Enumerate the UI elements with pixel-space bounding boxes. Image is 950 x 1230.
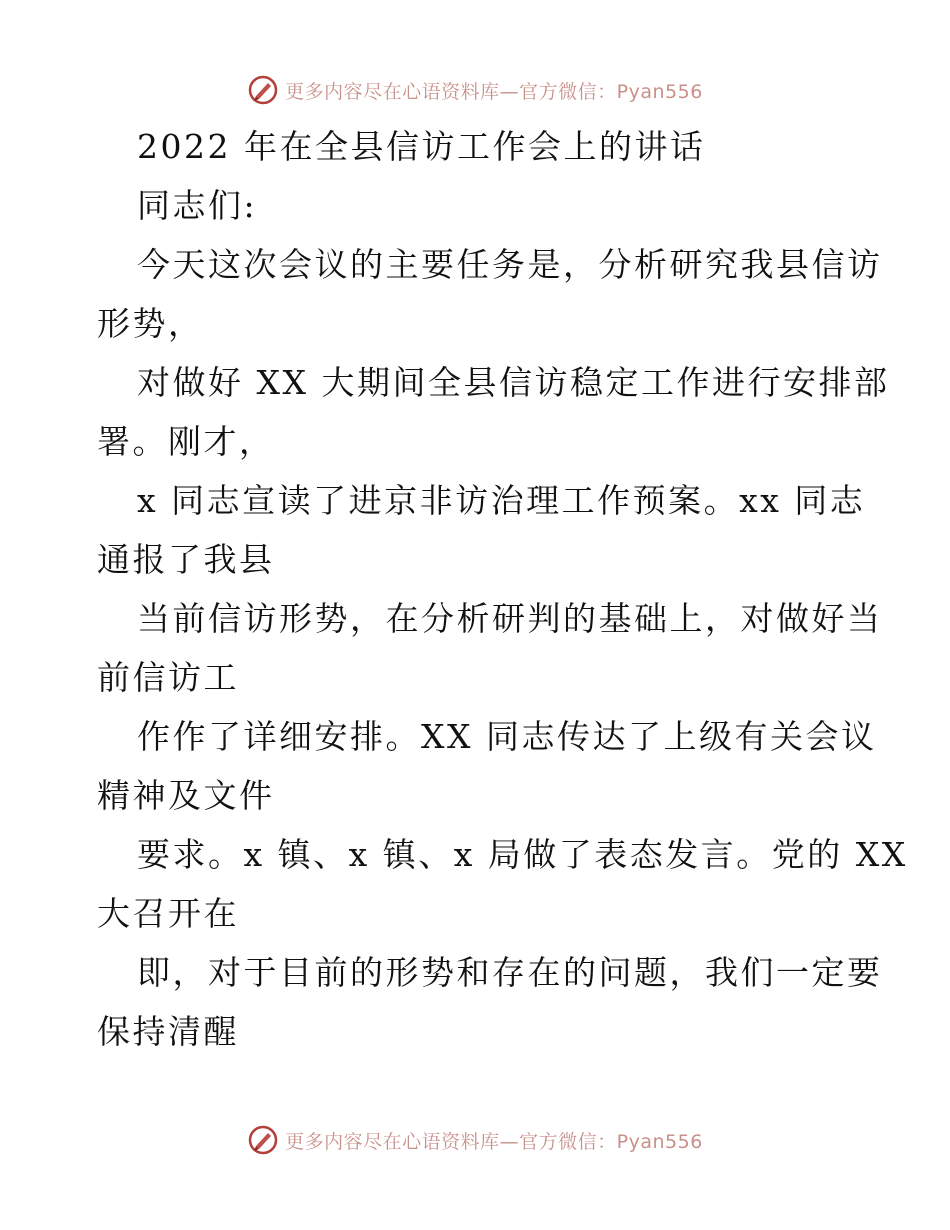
paragraph-line: 署。刚才， <box>97 422 275 461</box>
paragraph-line: 要求。x 镇、x 镇、x 局做了表态发言。党的 XX <box>137 835 908 874</box>
watermark-text: 更多内容尽在心语资料库—官方微信：Pyan556 <box>285 1130 703 1153</box>
salutation-line: 同志们: <box>137 186 258 225</box>
paragraph-line: 作作了详细安排。XX 同志传达了上级有关会议 <box>137 717 877 756</box>
paragraph-line: 保持清醒 <box>97 1012 239 1051</box>
paragraph-line: 前信访工 <box>97 658 239 697</box>
footer-watermark-banner <box>0 1120 950 1160</box>
paragraph-line: 对做好 XX 大期间全县信访稳定工作进行安排部 <box>137 363 890 402</box>
pen-in-circle-logo-icon <box>247 1124 279 1156</box>
header-watermark-banner <box>0 70 950 110</box>
paragraph-line: 当前信访形势，在分析研判的基础上，对做好当 <box>137 599 883 638</box>
paragraph-line: 即，对于目前的形势和存在的问题，我们一定要 <box>137 953 883 992</box>
paragraph-line: 通报了我县 <box>97 540 275 579</box>
pen-in-circle-logo-icon <box>247 74 279 106</box>
watermark-text: 更多内容尽在心语资料库—官方微信：Pyan556 <box>285 80 703 103</box>
paragraph-line: x 同志宣读了进京非访治理工作预案。xx 同志 <box>137 481 866 520</box>
paragraph-line: 今天这次会议的主要任务是，分析研究我县信访 <box>137 245 883 284</box>
paragraph-line: 大召开在 <box>97 894 239 933</box>
paragraph-line: 精神及文件 <box>97 776 275 815</box>
document-title: 2022 年在全县信访工作会上的讲话 <box>137 127 706 166</box>
paragraph-line: 形势， <box>97 304 204 343</box>
